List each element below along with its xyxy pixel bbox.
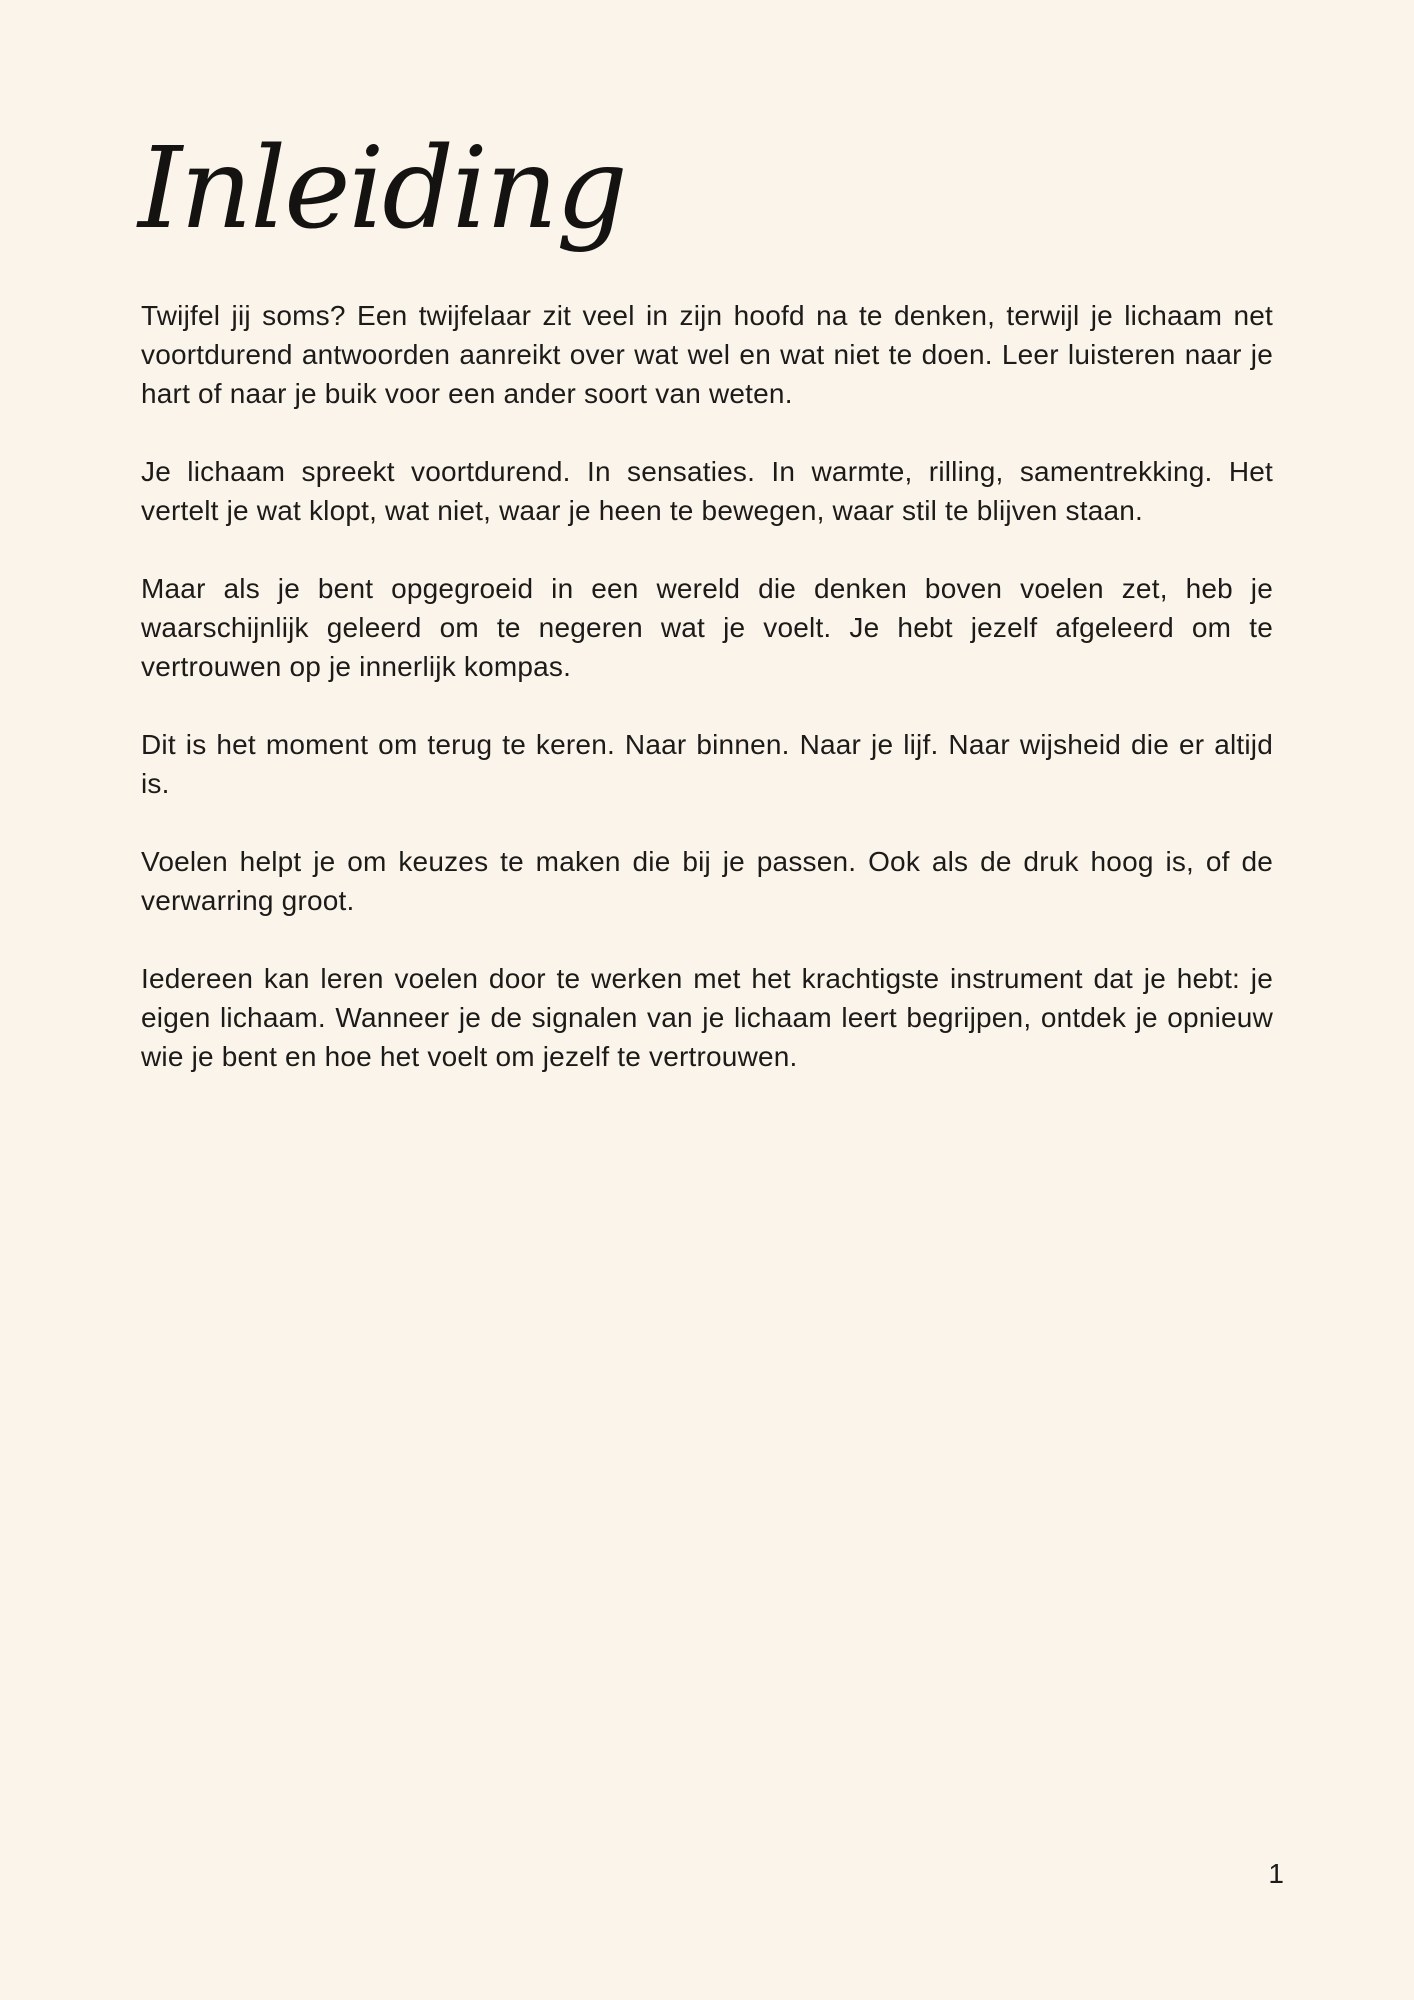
paragraph-5: Voelen helpt je om keuzes te maken die bij je passen. Ook als de druk hoog is, of de verwarring groot. — [141, 846, 1273, 916]
paragraph-4: Dit is het moment om terug te keren. Naar binnen. Naar je lijf. Naar wijsheid die er altijd is. — [141, 729, 1273, 799]
paragraph-2: Je lichaam spreekt voortdurend. In sensaties. In warmte, rilling, samentrekking. Het vertelt je wat klopt, wat niet, waar je heen te bewegen, waar stil te blijven staan. — [141, 456, 1273, 526]
body-text — [141, 296, 1273, 1115]
page-number: 1 — [1268, 1858, 1284, 1889]
page-title: Inleiding — [138, 124, 626, 254]
paragraph-6: Iedereen kan leren voelen door te werken met het krachtigste instrument dat je hebt: je eigen lichaam. Wanneer je de signalen van je lichaam leert begrijpen, ontdek je opnieuw wie je bent en hoe het voelt om jezelf te vertrouwen. — [141, 963, 1273, 1072]
paragraph-1: Twijfel jij soms? Een twijfelaar zit veel in zijn hoofd na te denken, terwijl je lichaam net voortdurend antwoorden aanreikt over wat wel en wat niet te doen. Leer luisteren naar je hart of naar je buik voor een ander soort van weten. — [141, 300, 1273, 409]
paragraph-3: Maar als je bent opgegroeid in een wereld die denken boven voelen zet, heb je waarschijnlijk geleerd om te negeren wat je voelt. Je hebt jezelf afgeleerd om te vertrouwen op je innerlijk kompas. — [141, 573, 1273, 682]
